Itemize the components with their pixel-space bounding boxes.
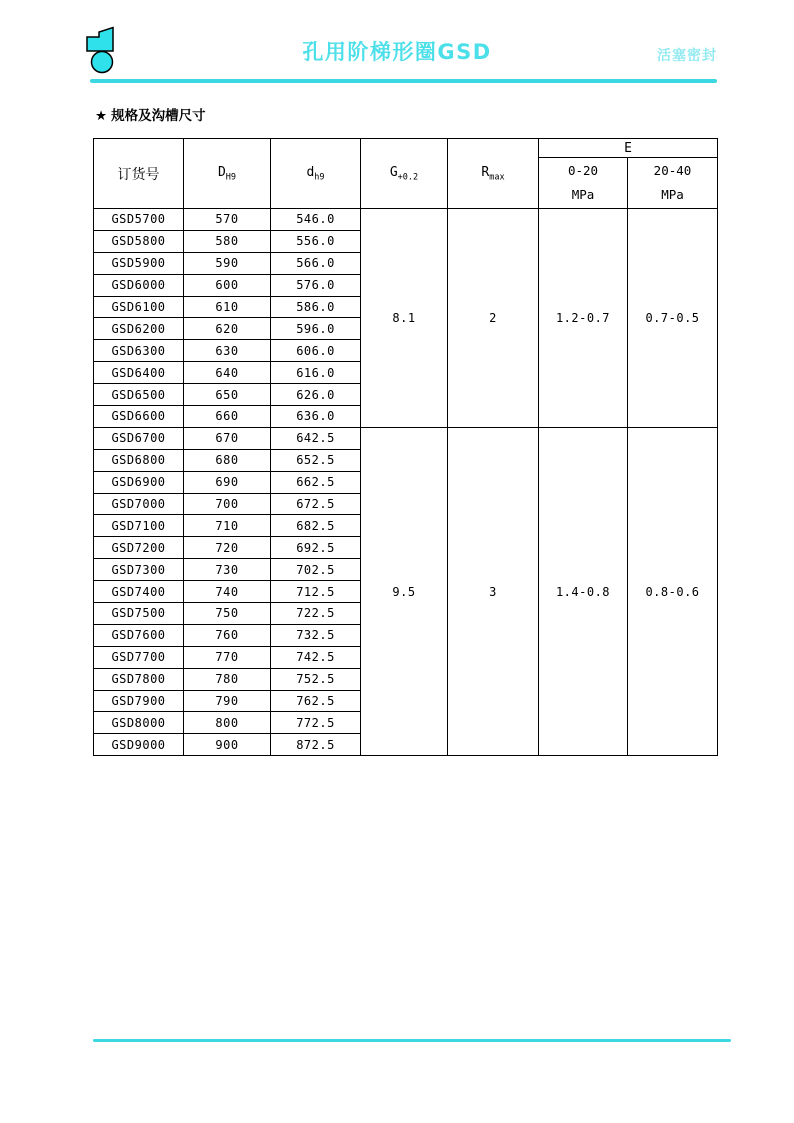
cell-inner-diameter: 752.5	[271, 668, 361, 690]
cell-inner-diameter: 642.5	[271, 427, 361, 449]
cell-order-no: GSD6700	[94, 427, 184, 449]
section-heading-label: 规格及沟槽尺寸	[111, 108, 206, 123]
cell-order-no: GSD6900	[94, 471, 184, 493]
cell-order-no: GSD7100	[94, 515, 184, 537]
cell-outer-diameter: 900	[184, 734, 271, 756]
cell-e-20-40-value: 0.8-0.6	[628, 427, 718, 755]
cell-outer-diameter: 760	[184, 624, 271, 646]
cell-groove-width-value: 8.1	[361, 209, 448, 428]
cell-radius-max-value: 3	[448, 427, 539, 755]
cell-outer-diameter: 580	[184, 230, 271, 252]
cell-outer-diameter: 710	[184, 515, 271, 537]
cell-inner-diameter: 636.0	[271, 406, 361, 428]
cell-order-no: GSD6200	[94, 318, 184, 340]
cell-e-0-20-value: 1.2-0.7	[539, 209, 628, 428]
cell-inner-diameter: 762.5	[271, 690, 361, 712]
cell-groove-width-value: 9.5	[361, 427, 448, 755]
cell-order-no: GSD9000	[94, 734, 184, 756]
cell-order-no: GSD8000	[94, 712, 184, 734]
cell-order-no: GSD7600	[94, 624, 184, 646]
cell-order-no: GSD7000	[94, 493, 184, 515]
cell-order-no: GSD6800	[94, 449, 184, 471]
col-header-e-group: E	[539, 139, 718, 158]
cell-outer-diameter: 800	[184, 712, 271, 734]
cell-inner-diameter: 772.5	[271, 712, 361, 734]
cell-outer-diameter: 620	[184, 318, 271, 340]
spec-table	[93, 138, 718, 756]
cell-outer-diameter: 790	[184, 690, 271, 712]
cell-outer-diameter: 650	[184, 384, 271, 406]
cell-inner-diameter: 722.5	[271, 603, 361, 625]
cell-order-no: GSD5800	[94, 230, 184, 252]
category-label: 活塞密封	[657, 47, 717, 63]
col-header-order-no: 订货号	[94, 139, 184, 209]
cell-order-no: GSD6500	[94, 384, 184, 406]
cell-outer-diameter: 630	[184, 340, 271, 362]
cell-radius-max-value: 2	[448, 209, 539, 428]
cell-inner-diameter: 732.5	[271, 624, 361, 646]
cell-order-no: GSD6000	[94, 274, 184, 296]
cell-outer-diameter: 640	[184, 362, 271, 384]
spec-table-body	[94, 209, 718, 756]
cell-order-no: GSD5900	[94, 252, 184, 274]
cell-order-no: GSD7500	[94, 603, 184, 625]
footer-divider-rule	[93, 1039, 731, 1042]
cell-inner-diameter: 616.0	[271, 362, 361, 384]
table-row	[94, 427, 718, 449]
cell-inner-diameter: 712.5	[271, 581, 361, 603]
cell-order-no: GSD5700	[94, 209, 184, 231]
cell-order-no: GSD7900	[94, 690, 184, 712]
section-heading	[95, 104, 206, 124]
cell-outer-diameter: 770	[184, 646, 271, 668]
col-header-inner-diameter: $d_{h9}$	[271, 139, 361, 209]
col-header-e-0-20: 0-20 MPa	[539, 158, 628, 209]
cell-outer-diameter: 740	[184, 581, 271, 603]
star-icon: ★	[95, 108, 108, 123]
cell-inner-diameter: 626.0	[271, 384, 361, 406]
cell-e-20-40-value: 0.7-0.5	[628, 209, 718, 428]
cell-e-0-20-value: 1.4-0.8	[539, 427, 628, 755]
cell-order-no: GSD7200	[94, 537, 184, 559]
cell-outer-diameter: 780	[184, 668, 271, 690]
cell-inner-diameter: 606.0	[271, 340, 361, 362]
page-title: 孔用阶梯形圈GSD	[302, 40, 492, 64]
cell-outer-diameter: 590	[184, 252, 271, 274]
table-row	[94, 209, 718, 231]
cell-inner-diameter: 872.5	[271, 734, 361, 756]
cell-order-no: GSD7400	[94, 581, 184, 603]
cell-order-no: GSD6400	[94, 362, 184, 384]
cell-inner-diameter: 556.0	[271, 230, 361, 252]
cell-outer-diameter: 660	[184, 406, 271, 428]
cell-inner-diameter: 702.5	[271, 559, 361, 581]
cell-order-no: GSD7300	[94, 559, 184, 581]
col-header-outer-diameter: $D_{H9}$	[184, 139, 271, 209]
cell-inner-diameter: 576.0	[271, 274, 361, 296]
cell-outer-diameter: 610	[184, 296, 271, 318]
cell-order-no: GSD7800	[94, 668, 184, 690]
cell-outer-diameter: 720	[184, 537, 271, 559]
cell-order-no: GSD6300	[94, 340, 184, 362]
cell-inner-diameter: 742.5	[271, 646, 361, 668]
col-header-radius-max: $R_{max}$	[448, 139, 539, 209]
cell-inner-diameter: 672.5	[271, 493, 361, 515]
cell-inner-diameter: 566.0	[271, 252, 361, 274]
header-divider-rule	[90, 79, 717, 83]
col-header-groove-width: $G_{+0.2}$	[361, 139, 448, 209]
cell-outer-diameter: 690	[184, 471, 271, 493]
cell-inner-diameter: 596.0	[271, 318, 361, 340]
cell-inner-diameter: 546.0	[271, 209, 361, 231]
cell-outer-diameter: 750	[184, 603, 271, 625]
cell-outer-diameter: 570	[184, 209, 271, 231]
cell-inner-diameter: 692.5	[271, 537, 361, 559]
cell-outer-diameter: 680	[184, 449, 271, 471]
cell-inner-diameter: 662.5	[271, 471, 361, 493]
cell-outer-diameter: 600	[184, 274, 271, 296]
cell-outer-diameter: 730	[184, 559, 271, 581]
col-header-e-20-40: 20-40 MPa	[628, 158, 718, 209]
cell-inner-diameter: 682.5	[271, 515, 361, 537]
cell-outer-diameter: 700	[184, 493, 271, 515]
cell-order-no: GSD6100	[94, 296, 184, 318]
cell-order-no: GSD7700	[94, 646, 184, 668]
cell-outer-diameter: 670	[184, 427, 271, 449]
cell-inner-diameter: 652.5	[271, 449, 361, 471]
spec-table-header	[94, 139, 718, 209]
cell-order-no: GSD6600	[94, 406, 184, 428]
cell-inner-diameter: 586.0	[271, 296, 361, 318]
